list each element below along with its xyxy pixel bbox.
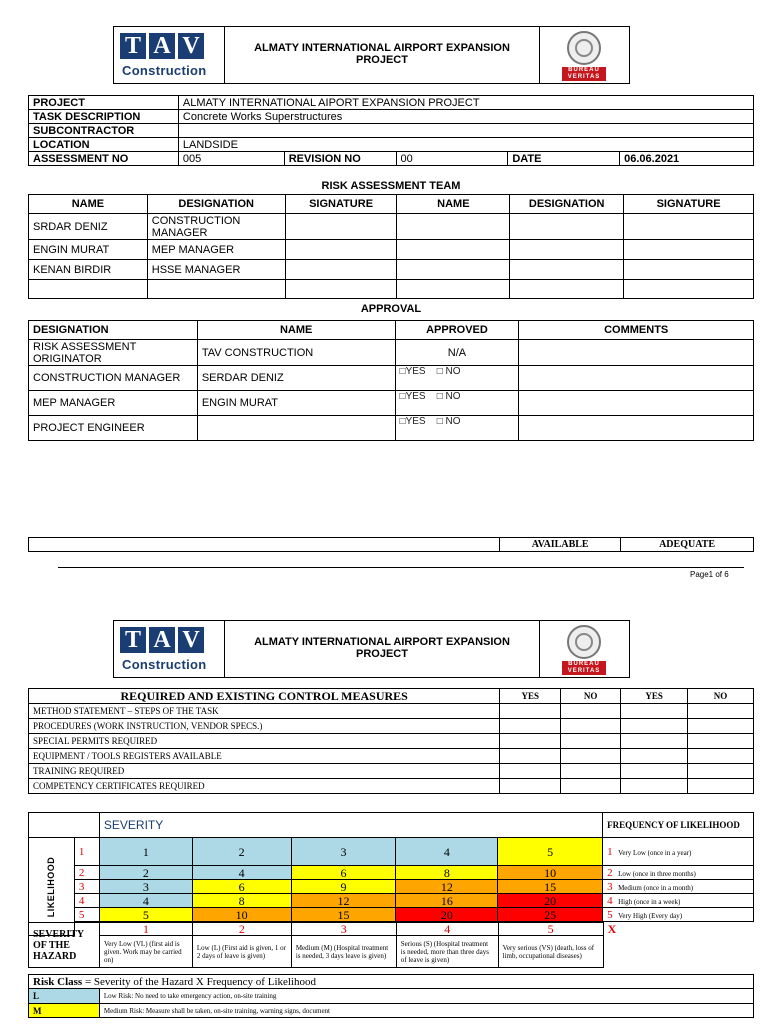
risk-cell: 4 — [192, 866, 291, 880]
team-table — [28, 194, 754, 299]
footer-rule — [58, 567, 744, 568]
severity-label: SEVERITY — [99, 813, 602, 838]
severity-header: 3 — [291, 838, 396, 866]
bureau-veritas-seal: BUREAU VERITAS — [544, 625, 624, 675]
approval-name: ENGIN MURAT — [197, 391, 395, 416]
check-cell[interactable] — [688, 764, 754, 779]
signature-cell[interactable] — [285, 260, 397, 280]
severity-text: Very Low (VL) (first aid is given. Work may be carried on) — [99, 936, 192, 968]
info-value: Concrete Works Superstructures — [178, 110, 753, 124]
risk-cell: 12 — [396, 880, 498, 894]
table-row — [29, 280, 754, 299]
check-cell[interactable] — [500, 779, 561, 794]
approval-name: TAV CONSTRUCTION — [197, 340, 395, 366]
control-item: TRAINING REQUIRED — [29, 764, 500, 779]
table-row — [29, 416, 754, 441]
table-row — [29, 719, 754, 734]
page2-header — [113, 620, 630, 678]
check-cell[interactable] — [561, 764, 621, 779]
likelihood-num: 5 — [74, 908, 99, 922]
risk-cell: 10 — [192, 908, 291, 922]
risk-cell: 9 — [291, 880, 396, 894]
risk-cell: 15 — [291, 908, 396, 922]
likelihood-num: 2 — [74, 866, 99, 880]
severity-text: Very serious (VS) (death, loss of limb, occupational diseases) — [498, 936, 603, 968]
check-cell[interactable] — [621, 749, 688, 764]
team-name: KENAN BIRDIR — [29, 260, 148, 280]
logo-letter: T — [120, 627, 146, 653]
signature-cell[interactable] — [624, 240, 754, 260]
approval-name: SERDAR DENIZ — [197, 366, 395, 391]
check-cell[interactable] — [561, 704, 621, 719]
team-designation — [147, 280, 285, 299]
logo-subtitle: Construction — [122, 63, 207, 78]
table-row — [29, 366, 754, 391]
approval-header: APPROVED — [395, 321, 519, 340]
controls-col-header: YES — [621, 689, 688, 704]
table-row — [29, 734, 754, 749]
approval-header: DESIGNATION — [29, 321, 198, 340]
risk-cell: 4 — [99, 894, 192, 908]
severity-text: Medium (M) (Hospital treatment is needed, 3 days leave is given) — [291, 936, 396, 968]
risk-cell: 25 — [498, 908, 603, 922]
controls-col-header: NO — [561, 689, 621, 704]
severity-hazard-table — [28, 922, 754, 968]
tav-logo — [120, 33, 204, 59]
logo-letter: V — [178, 33, 204, 59]
logo-letter: A — [149, 33, 175, 59]
severity-num: 3 — [291, 923, 396, 936]
severity-header: 2 — [192, 838, 291, 866]
approval-table — [28, 320, 754, 441]
control-item: EQUIPMENT / TOOLS REGISTERS AVAILABLE — [29, 749, 500, 764]
check-cell[interactable] — [500, 719, 561, 734]
approval-name — [197, 416, 395, 441]
severity-text: Serious (S) (Hospital treatment is needed, more than three days of leave is given) — [396, 936, 498, 968]
page-number: Page1 of 6 — [690, 570, 729, 579]
check-cell[interactable] — [621, 734, 688, 749]
comments-cell[interactable] — [519, 340, 754, 366]
team-header: DESIGNATION — [147, 195, 285, 214]
logo-letter: V — [178, 627, 204, 653]
controls-col-header: NO — [688, 689, 754, 704]
severity-num: 4 — [396, 923, 498, 936]
check-cell[interactable] — [500, 704, 561, 719]
info-value — [178, 124, 753, 138]
check-cell[interactable] — [500, 734, 561, 749]
document-title: ALMATY INTERNATIONAL AIRPORT EXPANSION PROJECT — [254, 42, 510, 66]
info-value: LANDSIDE — [178, 138, 753, 152]
adequate-header: ADEQUATE — [621, 538, 754, 552]
table-row — [29, 240, 754, 260]
severity-num: 2 — [192, 923, 291, 936]
check-cell[interactable] — [561, 779, 621, 794]
comments-cell[interactable] — [519, 391, 754, 416]
risk-cell: 5 — [99, 908, 192, 922]
team-name — [29, 280, 148, 299]
bureau-veritas-seal: BUREAU VERITAS — [544, 31, 624, 81]
x-mark: X — [603, 923, 754, 968]
available-header: AVAILABLE — [500, 538, 621, 552]
date-value: 06.06.2021 — [620, 152, 754, 166]
check-cell[interactable] — [688, 779, 754, 794]
info-label: TASK DESCRIPTION — [29, 110, 179, 124]
team-name: SRDAR DENIZ — [29, 214, 148, 240]
severity-num: 1 — [99, 923, 192, 936]
risk-cell: 12 — [291, 894, 396, 908]
check-cell[interactable] — [500, 764, 561, 779]
likelihood-axis — [29, 838, 75, 936]
freq-item: 1 Very Low (once in a year) — [603, 838, 754, 866]
severity-header: 5 — [498, 838, 603, 866]
risk-cell: 6 — [192, 880, 291, 894]
table-row — [29, 260, 754, 280]
logo-letter: T — [120, 33, 146, 59]
comments-cell[interactable] — [519, 366, 754, 391]
approval-checkboxes[interactable]: □YES □ NO — [395, 366, 519, 391]
approval-designation: RISK ASSESSMENT ORIGINATOR — [29, 340, 198, 366]
severity-header: 1 — [99, 838, 192, 866]
check-cell[interactable] — [688, 734, 754, 749]
check-cell[interactable] — [621, 779, 688, 794]
risk-cell: 20 — [396, 908, 498, 922]
comments-cell[interactable] — [519, 416, 754, 441]
risk-cell: 6 — [291, 866, 396, 880]
team-header: SIGNATURE — [624, 195, 754, 214]
legend-row — [29, 1004, 754, 1018]
controls-title: REQUIRED AND EXISTING CONTROL MEASURES — [29, 689, 500, 704]
check-cell[interactable] — [561, 734, 621, 749]
approval-title: APPROVAL — [360, 303, 422, 315]
approval-checkboxes[interactable]: □YES □ NO — [395, 416, 519, 441]
revision-value: 00 — [396, 152, 508, 166]
info-label: LOCATION — [29, 138, 179, 152]
check-cell[interactable] — [688, 749, 754, 764]
team-designation: MEP MANAGER — [147, 240, 285, 260]
legend-code: L — [29, 989, 100, 1004]
likelihood-num: 3 — [74, 880, 99, 894]
risk-cell: 3 — [99, 880, 192, 894]
risk-cell: 2 — [99, 866, 192, 880]
legend-row — [29, 989, 754, 1004]
tav-logo — [120, 627, 204, 653]
risk-cell: 16 — [396, 894, 498, 908]
team-header: NAME — [397, 195, 510, 214]
risk-class-legend — [28, 974, 754, 1018]
table-row — [29, 214, 754, 240]
check-cell[interactable] — [500, 749, 561, 764]
logo-subtitle: Construction — [122, 657, 207, 672]
team-name: ENGIN MURAT — [29, 240, 148, 260]
team-header: NAME — [29, 195, 148, 214]
check-cell[interactable] — [688, 704, 754, 719]
date-label: DATE — [508, 152, 620, 166]
team-designation: CONSTRUCTION MANAGER — [147, 214, 285, 240]
approval-header: NAME — [197, 321, 395, 340]
risk-cell: 15 — [498, 880, 603, 894]
check-cell[interactable] — [621, 719, 688, 734]
approval-header: COMMENTS — [519, 321, 754, 340]
likelihood-label: LIKELIHOOD — [46, 856, 57, 917]
revision-label: REVISION NO — [284, 152, 396, 166]
control-item: COMPETENCY CERTIFICATES REQUIRED — [29, 779, 500, 794]
table-row — [29, 391, 754, 416]
assessment-value: 005 — [178, 152, 284, 166]
control-item: METHOD STATEMENT – STEPS OF THE TASK — [29, 704, 500, 719]
team-header: DESIGNATION — [510, 195, 624, 214]
info-label: PROJECT — [29, 96, 179, 110]
approval-checkboxes[interactable]: □YES □ NO — [395, 391, 519, 416]
info-value: ALMATY INTERNATIONAL AIPORT EXPANSION PROJECT — [178, 96, 753, 110]
freq-item: 5 Very High (Every day) — [603, 908, 754, 922]
risk-cell: 20 — [498, 894, 603, 908]
control-measures-table — [28, 688, 754, 794]
check-cell[interactable] — [621, 704, 688, 719]
freq-item: 3 Medium (once in a month) — [603, 880, 754, 894]
severity-text: Low (L) (First aid is given, 1 or 2 days of leave is given) — [192, 936, 291, 968]
page1-header — [113, 26, 630, 84]
risk-matrix-table — [28, 812, 754, 936]
table-row — [29, 764, 754, 779]
severity-num: 5 — [498, 923, 603, 936]
team-designation: HSSE MANAGER — [147, 260, 285, 280]
risk-class-formula: Risk Class = Severity of the Hazard X Frequency of Likelihood — [29, 975, 754, 989]
signature-cell[interactable] — [285, 214, 397, 240]
likelihood-num: 4 — [74, 894, 99, 908]
table-row — [29, 340, 754, 366]
controls-col-header: YES — [500, 689, 561, 704]
risk-cell: 10 — [498, 866, 603, 880]
team-title: RISK ASSESSMENT TEAM — [321, 180, 461, 192]
signature-cell[interactable] — [285, 240, 397, 260]
risk-cell: 8 — [192, 894, 291, 908]
freq-item: 4 High (once in a week) — [603, 894, 754, 908]
table-row — [29, 704, 754, 719]
approval-designation: PROJECT ENGINEER — [29, 416, 198, 441]
legend-text: Low Risk: No need to take emergency action, on-site training — [99, 989, 753, 1004]
severity-hazard-label: SEVERITY OF THE HAZARD — [29, 923, 100, 968]
check-cell[interactable] — [561, 719, 621, 734]
risk-cell: 8 — [396, 866, 498, 880]
freq-item: 2 Low (once in three months) — [603, 866, 754, 880]
document-title: ALMATY INTERNATIONAL AIRPORT EXPANSION PROJECT — [254, 636, 510, 660]
team-header: SIGNATURE — [285, 195, 397, 214]
control-item: SPECIAL PERMITS REQUIRED — [29, 734, 500, 749]
available-row — [28, 537, 754, 552]
approval-designation: MEP MANAGER — [29, 391, 198, 416]
likelihood-num: 1 — [74, 838, 99, 866]
info-label: SUBCONTRACTOR — [29, 124, 179, 138]
signature-cell[interactable] — [624, 260, 754, 280]
legend-text: Medium Risk: Measure shall be taken, on-site training, warning signs, document — [99, 1004, 753, 1018]
check-cell[interactable] — [561, 749, 621, 764]
approval-designation: CONSTRUCTION MANAGER — [29, 366, 198, 391]
table-row — [29, 779, 754, 794]
table-row — [29, 749, 754, 764]
check-cell[interactable] — [688, 719, 754, 734]
frequency-label: FREQUENCY OF LIKELIHOOD — [603, 813, 754, 838]
project-info-table — [28, 95, 754, 166]
severity-header: 4 — [396, 838, 498, 866]
signature-cell[interactable] — [624, 214, 754, 240]
assessment-label: ASSESSMENT NO — [29, 152, 179, 166]
logo-letter: A — [149, 627, 175, 653]
control-item: PROCEDURES (WORK INSTRUCTION, VENDOR SPECS.) — [29, 719, 500, 734]
approval-status: N/A — [395, 340, 519, 366]
check-cell[interactable] — [621, 764, 688, 779]
legend-code: M — [29, 1004, 100, 1018]
